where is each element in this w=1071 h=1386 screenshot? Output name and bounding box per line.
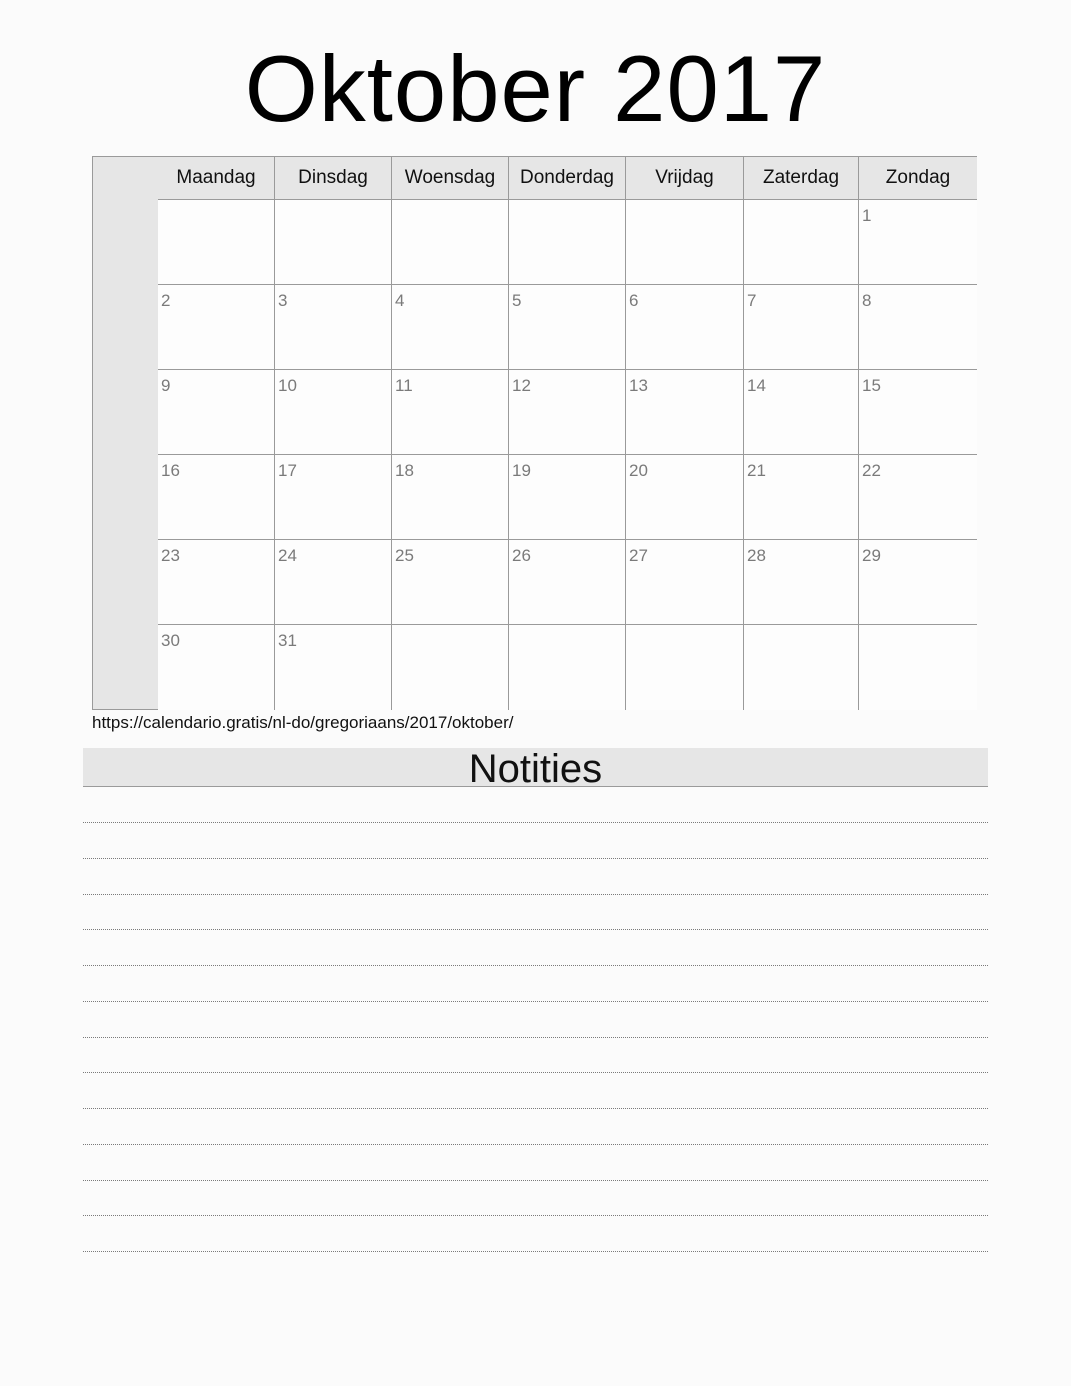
day-number: 29 <box>862 546 881 565</box>
day-cell <box>509 625 626 710</box>
day-cell <box>275 455 392 540</box>
day-number: 26 <box>512 546 531 565</box>
day-number: 17 <box>278 461 297 480</box>
day-cell <box>744 285 859 370</box>
day-number: 21 <box>747 461 766 480</box>
day-cell <box>392 370 509 455</box>
day-cell <box>509 540 626 625</box>
notes-line <box>83 1037 988 1038</box>
calendar-days <box>158 157 977 709</box>
day-cell <box>158 625 275 710</box>
day-cell <box>158 370 275 455</box>
day-number: 18 <box>395 461 414 480</box>
notes-title: Notities <box>83 748 988 787</box>
day-number: 30 <box>161 631 180 650</box>
day-number: 11 <box>395 376 413 395</box>
day-cell <box>859 285 977 370</box>
day-number: 27 <box>629 546 648 565</box>
day-cell <box>509 285 626 370</box>
day-number: 9 <box>161 376 171 395</box>
day-cell <box>509 370 626 455</box>
notes-line <box>83 1251 988 1252</box>
notes-line <box>83 858 988 859</box>
day-cell <box>392 625 509 710</box>
day-cell <box>275 625 392 710</box>
day-cell <box>744 370 859 455</box>
weekday-header: Dinsdag <box>275 157 392 200</box>
day-cell <box>744 625 859 710</box>
day-cell <box>158 200 275 285</box>
notes-line <box>83 1180 988 1181</box>
day-cell <box>158 455 275 540</box>
source-url: https://calendario.gratis/nl-do/gregoriaans/2017/oktober/ <box>92 713 514 732</box>
day-number: 12 <box>512 376 531 395</box>
notes-line <box>83 1108 988 1109</box>
day-cell <box>626 455 744 540</box>
day-number: 1 <box>862 206 872 225</box>
day-number: 2 <box>161 291 171 310</box>
day-cell <box>275 200 392 285</box>
day-number: 16 <box>161 461 180 480</box>
day-number: 31 <box>278 631 297 650</box>
day-cell <box>275 370 392 455</box>
day-number: 24 <box>278 546 297 565</box>
day-cell <box>158 540 275 625</box>
day-cell <box>626 200 744 285</box>
day-cell <box>744 540 859 625</box>
day-cell <box>626 540 744 625</box>
day-cell <box>744 455 859 540</box>
day-cell <box>392 285 509 370</box>
day-number: 7 <box>747 291 757 310</box>
day-number: 22 <box>862 461 881 480</box>
day-cell <box>626 370 744 455</box>
day-number: 14 <box>747 376 766 395</box>
day-cell <box>859 200 977 285</box>
weekday-header: Woensdag <box>392 157 509 200</box>
weekday-header: Zondag <box>859 157 977 200</box>
notes-line <box>83 894 988 895</box>
weekday-header: Zaterdag <box>744 157 859 200</box>
weekday-header: Donderdag <box>509 157 626 200</box>
notes-line <box>83 1001 988 1002</box>
notes-line <box>83 1072 988 1073</box>
day-cell <box>158 285 275 370</box>
notes-line <box>83 929 988 930</box>
notes-line <box>83 965 988 966</box>
week-number-column <box>93 157 159 709</box>
day-number: 4 <box>395 291 405 310</box>
day-cell <box>859 370 977 455</box>
day-number: 3 <box>278 291 288 310</box>
day-cell <box>392 200 509 285</box>
day-cell <box>275 540 392 625</box>
day-number: 8 <box>862 291 872 310</box>
day-number: 19 <box>512 461 531 480</box>
day-cell <box>744 200 859 285</box>
day-number: 25 <box>395 546 414 565</box>
page-title: Oktober 2017 <box>244 36 827 141</box>
day-cell <box>859 625 977 710</box>
day-number: 5 <box>512 291 522 310</box>
day-cell <box>626 625 744 710</box>
day-cell <box>859 540 977 625</box>
day-number: 23 <box>161 546 180 565</box>
day-number: 6 <box>629 291 639 310</box>
day-cell <box>392 540 509 625</box>
day-number: 28 <box>747 546 766 565</box>
notes-line <box>83 1144 988 1145</box>
day-cell <box>859 455 977 540</box>
day-number: 13 <box>629 376 648 395</box>
day-cell <box>509 455 626 540</box>
weekday-header: Maandag <box>158 157 275 200</box>
weekday-header: Vrijdag <box>626 157 744 200</box>
calendar-grid <box>92 156 977 710</box>
day-number: 15 <box>862 376 881 395</box>
day-cell <box>275 285 392 370</box>
day-number: 20 <box>629 461 648 480</box>
day-cell <box>509 200 626 285</box>
notes-line <box>83 1215 988 1216</box>
day-number: 10 <box>278 376 297 395</box>
day-cell <box>392 455 509 540</box>
notes-line <box>83 822 988 823</box>
day-cell <box>626 285 744 370</box>
